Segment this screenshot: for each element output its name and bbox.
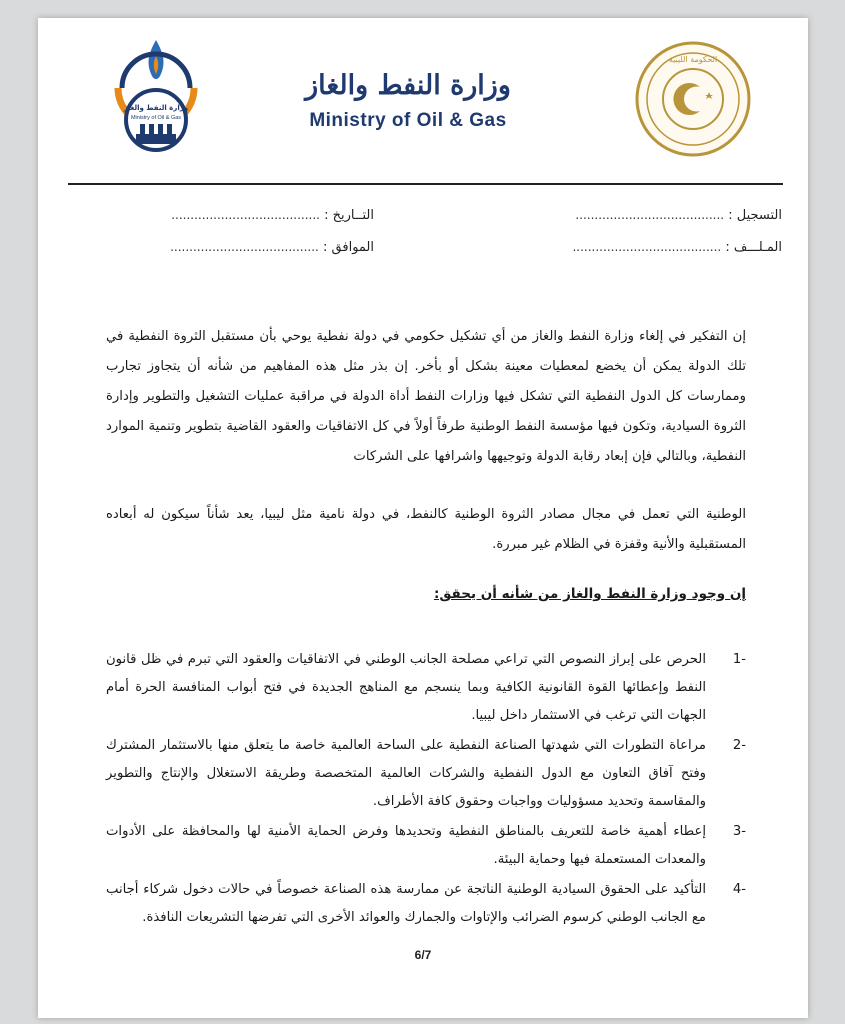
list-item-text: التأكيد على الحقوق السيادية الوطنية الناتجة عن ممارسة هذه الصناعة خصوصاً في حالات دخول شركاء أجانب مع الجانب الوطني كرسوم الضرائب والإتاوات والجمارك والعوائد الأخرى التي تفرضها التشريعات النافذة. xyxy=(106,882,706,925)
section-heading: إن وجود وزارة النفط والغاز من شأنه أن يحقق: xyxy=(433,586,746,602)
file-field xyxy=(572,240,782,255)
list-item-text: مراعاة التطورات التي شهدتها الصناعة النفطية على الساحة العالمية خاصة ما يتعلق منها بالاستثمار المشترك وفتح آفاق التعاون مع الدول النفطية والشركات العالمية المتخصصة وطريقة الاستغلال والإنتاج والتطوير والمقاسمة وتحديد مسؤوليات وواجبات وحقوق كافة الأطراف. xyxy=(106,738,706,809)
paragraph-2: الوطنية التي تعمل في مجال مصادر الثروة الوطنية كالنفط، في دولة نامية مثل ليبيا، يعد شأناً سيكون له أبعاده المستقبلية والأنية وقفزة في الظلام غير مبررة. xyxy=(106,507,746,552)
list-item xyxy=(106,732,746,816)
page-number: 6/7 xyxy=(414,948,432,962)
ministry-name-ar: وزارة النفط والغاز xyxy=(305,70,511,101)
file-label: المـلـــف : xyxy=(725,240,782,255)
registration-field xyxy=(575,208,782,223)
list-item xyxy=(106,646,746,730)
list-item xyxy=(106,818,746,874)
corresponding-field xyxy=(170,240,374,255)
registration-label: التسجيل : xyxy=(728,208,782,223)
list-item-number: -4 xyxy=(732,882,746,897)
libya-seal-icon xyxy=(634,40,752,158)
header-divider xyxy=(68,183,783,185)
list-item-number: -2 xyxy=(732,738,746,753)
corresponding-dots: ....................................... xyxy=(170,240,319,254)
logo-text-en: Ministry of Oil & Gas xyxy=(130,115,182,121)
date-label: التــاريخ : xyxy=(324,208,374,223)
list-item xyxy=(106,876,746,932)
file-dots: ....................................... xyxy=(572,240,722,254)
list-item-number: -3 xyxy=(732,824,746,839)
paragraph-1: إن التفكير في إلغاء وزارة النفط والغاز من أي تشكيل حكومي في دولة نفطية يوحي بأن مستقبل الثروة النفطية في تلك الدولة يمكن أن يخضع لمعطيات معينة بشكل أو بأخر. إن بذر مثل هذه المفاهيم من شأنه أن يتجاوز تجارب وممارسات كل الدول النفطية التي تشكل فيها وزارات النفط أداة الدولة في مراقبة عمليات التشغيل والتطوير وإدارة الثروة السيادية، وتكون فيها مؤسسة النفط الوطنية طرفاً أولاً في كل الاتفاقيات والعقود القاضية بتطوير وتنمية الموارد النفطية، وبالتالي فإن إبعاد رقابة الدولة وتوجيهها واشرافها على الشركات xyxy=(106,329,746,464)
logo-text-ar: وزارة النفط والغاز xyxy=(123,104,189,112)
list-item-text: الحرص على إبراز النصوص التي تراعي مصلحة الجانب الوطني في الاتفاقيات والعقود التي تبرم في ظل قانون النفط وإعطائها القوة القانونية الكافية وبما ينسجم مع المناهج الجديدة في فتح أبواب المنافسة الحرة أمام الجهات التي ترغب في الاستثمار داخل ليبيا. xyxy=(106,652,706,723)
points-list xyxy=(106,646,746,934)
list-item-number: -1 xyxy=(732,652,746,667)
list-item-text: إعطاء أهمية خاصة للتعريف بالمناطق النفطية وتحديدها وفرض الحماية الأمنية لها والمحافظة على الأدوات والمعدات المستعملة فيها وحماية البيئة. xyxy=(106,824,706,867)
ministry-logo-icon xyxy=(106,32,206,162)
date-dots: ....................................... xyxy=(171,208,320,222)
registration-dots: ....................................... xyxy=(575,208,725,222)
corresponding-label: الموافق : xyxy=(323,240,374,255)
letter-page xyxy=(38,18,808,1018)
ministry-name-en: Ministry of Oil & Gas xyxy=(309,110,507,131)
date-field xyxy=(171,208,374,223)
seal-text: الحكومة الليبية xyxy=(668,55,718,64)
